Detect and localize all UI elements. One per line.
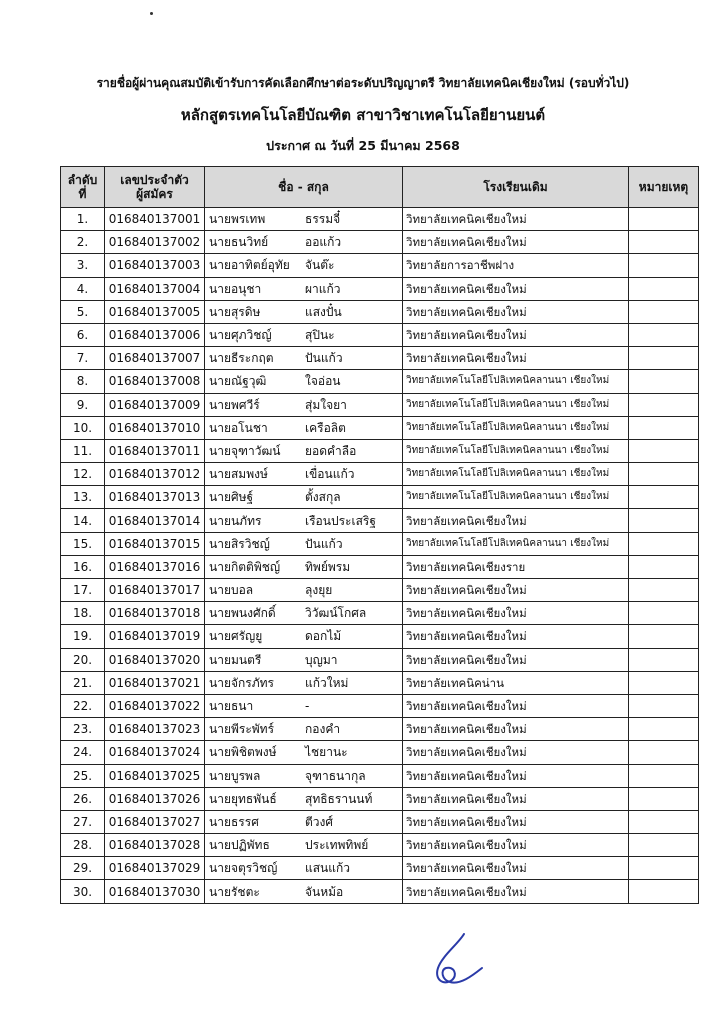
first-name: นายสุรดิษ xyxy=(209,304,261,319)
applicant-name xyxy=(205,370,403,393)
applicant-id: 016840137018 xyxy=(105,602,205,625)
last-name: ตีวงศ์ xyxy=(305,814,334,829)
first-name: นายศุภวิชญ์ xyxy=(209,328,272,343)
first-name: นายจตุรวิชญ์ xyxy=(209,861,278,876)
applicant-name xyxy=(205,347,403,370)
previous-school: วิทยาลัยเทคนิคเชียงใหม่ xyxy=(403,300,629,323)
table-row xyxy=(61,579,699,602)
col-header-school: โรงเรียนเดิม xyxy=(403,167,629,208)
last-name: ดอกไม้ xyxy=(305,629,342,644)
col-header-no xyxy=(61,167,105,208)
row-number: 11. xyxy=(61,439,105,462)
row-number: 28. xyxy=(61,834,105,857)
applicant-id: 016840137002 xyxy=(105,231,205,254)
first-name: นายอนุชา xyxy=(209,281,262,296)
handwritten-signature xyxy=(420,930,490,990)
first-name: นายธนา xyxy=(209,699,254,714)
previous-school: วิทยาลัยเทคนิคเชียงใหม่ xyxy=(403,323,629,346)
applicant-id: 016840137021 xyxy=(105,671,205,694)
remark xyxy=(629,277,699,300)
previous-school: วิทยาลัยการอาชีพฝาง xyxy=(403,254,629,277)
remark xyxy=(629,625,699,648)
previous-school: วิทยาลัยเทคโนโลยีโปลิเทคนิคลานนา เชียงใหม่ xyxy=(403,463,629,486)
last-name: ปันแก้ว xyxy=(305,536,343,551)
first-name: นายสิรวิชญ์ xyxy=(209,536,270,551)
announcement-date: ประกาศ ณ วันที่ 25 มีนาคม 2568 xyxy=(266,138,460,153)
table-row xyxy=(61,416,699,439)
row-number: 13. xyxy=(61,486,105,509)
remark xyxy=(629,532,699,555)
last-name: ทิพย์พรม xyxy=(305,559,351,574)
first-name: นายจุฑาวัฒน์ xyxy=(209,443,281,458)
table-header-row xyxy=(61,167,699,208)
applicant-name xyxy=(205,463,403,486)
announcement-title: รายชื่อผู้ผ่านคุณสมบัติเข้ารับการคัดเลือกศึกษาต่อระดับปริญญาตรี วิทยาลัยเทคนิคเชียงใหม่ (รอบทั่วไป) xyxy=(96,76,630,90)
applicant-id: 016840137016 xyxy=(105,555,205,578)
last-name: ธรรมจี๋ xyxy=(305,212,341,227)
applicant-name xyxy=(205,579,403,602)
previous-school: วิทยาลัยเทคนิคเชียงราย xyxy=(403,555,629,578)
applicant-id: 016840137013 xyxy=(105,486,205,509)
applicant-id: 016840137020 xyxy=(105,648,205,671)
row-number: 9. xyxy=(61,393,105,416)
first-name: นายจักรภัทร xyxy=(209,675,274,690)
table-row xyxy=(61,834,699,857)
row-number: 26. xyxy=(61,787,105,810)
first-name: นายบูรพล xyxy=(209,768,261,783)
applicant-id: 016840137028 xyxy=(105,834,205,857)
previous-school: วิทยาลัยเทคโนโลยีโปลิเทคนิคลานนา เชียงใหม่ xyxy=(403,486,629,509)
first-name: นายธีระกฤต xyxy=(209,351,274,366)
last-name: แสงปั๋น xyxy=(305,304,342,319)
first-name: นายศิษฐ์ xyxy=(209,490,254,505)
applicant-id: 016840137005 xyxy=(105,300,205,323)
table-row xyxy=(61,532,699,555)
row-number: 4. xyxy=(61,277,105,300)
previous-school: วิทยาลัยเทคนิคเชียงใหม่ xyxy=(403,787,629,810)
remark xyxy=(629,671,699,694)
last-name: ลุงยุย xyxy=(305,583,333,598)
applicant-name xyxy=(205,602,403,625)
remark xyxy=(629,764,699,787)
remark xyxy=(629,880,699,903)
table-row xyxy=(61,300,699,323)
first-name: นายพศวีร์ xyxy=(209,397,260,412)
applicant-name xyxy=(205,509,403,532)
previous-school: วิทยาลัยเทคโนโลยีโปลิเทคนิคลานนา เชียงใหม่ xyxy=(403,439,629,462)
applicant-table xyxy=(60,166,699,904)
first-name: นายศรัญยู xyxy=(209,629,263,644)
first-name: นายมนตรี xyxy=(209,652,262,667)
applicant-id: 016840137026 xyxy=(105,787,205,810)
first-name: นายณัฐวุฒิ xyxy=(209,374,267,389)
row-number: 19. xyxy=(61,625,105,648)
remark xyxy=(629,463,699,486)
remark xyxy=(629,787,699,810)
table-row xyxy=(61,323,699,346)
previous-school: วิทยาลัยเทคโนโลยีโปลิเทคนิคลานนา เชียงใหม่ xyxy=(403,532,629,555)
previous-school: วิทยาลัยเทคนิคเชียงใหม่ xyxy=(403,718,629,741)
remark xyxy=(629,231,699,254)
table-row xyxy=(61,602,699,625)
applicant-name xyxy=(205,532,403,555)
row-number: 16. xyxy=(61,555,105,578)
table-row xyxy=(61,555,699,578)
previous-school: วิทยาลัยเทคนิคเชียงใหม่ xyxy=(403,694,629,717)
applicant-name xyxy=(205,625,403,648)
col-header-id-line1: เลขประจำตัว xyxy=(120,173,189,187)
row-number: 15. xyxy=(61,532,105,555)
first-name: นายพีระพัทร์ xyxy=(209,722,275,737)
last-name: ประเทพทิพย์ xyxy=(305,838,369,853)
table-row xyxy=(61,463,699,486)
remark xyxy=(629,834,699,857)
remark xyxy=(629,648,699,671)
last-name: สุปินะ xyxy=(305,328,335,343)
table-row xyxy=(61,625,699,648)
row-number: 17. xyxy=(61,579,105,602)
remark xyxy=(629,370,699,393)
table-row xyxy=(61,486,699,509)
table-row xyxy=(61,787,699,810)
applicant-id: 016840137029 xyxy=(105,857,205,880)
row-number: 22. xyxy=(61,694,105,717)
applicant-name xyxy=(205,486,403,509)
first-name: นายธรรศ xyxy=(209,814,259,829)
col-header-id xyxy=(105,167,205,208)
row-number: 30. xyxy=(61,880,105,903)
applicant-name xyxy=(205,648,403,671)
table-row xyxy=(61,231,699,254)
col-header-note: หมายเหตุ xyxy=(629,167,699,208)
previous-school: วิทยาลัยเทคนิคเชียงใหม่ xyxy=(403,602,629,625)
table-row xyxy=(61,439,699,462)
previous-school: วิทยาลัยเทคนิคเชียงใหม่ xyxy=(403,277,629,300)
last-name: วิวัฒน์โกศล xyxy=(305,606,367,621)
last-name: จันหม้อ xyxy=(305,884,344,899)
remark xyxy=(629,810,699,833)
first-name: นายพิชิตพงษ์ xyxy=(209,745,277,760)
applicant-id: 016840137012 xyxy=(105,463,205,486)
scan-speck xyxy=(150,12,153,15)
previous-school: วิทยาลัยเทคโนโลยีโปลิเทคนิคลานนา เชียงใหม่ xyxy=(403,393,629,416)
table-row xyxy=(61,764,699,787)
first-name: นายกิตติพิชญ์ xyxy=(209,559,281,574)
remark xyxy=(629,254,699,277)
last-name: ไชยานะ xyxy=(305,745,348,760)
col-header-no-line2: ที่ xyxy=(78,187,87,201)
table-row xyxy=(61,671,699,694)
table-row xyxy=(61,880,699,903)
applicant-name xyxy=(205,439,403,462)
row-number: 6. xyxy=(61,323,105,346)
table-body xyxy=(61,208,699,904)
previous-school: วิทยาลัยเทคนิคเชียงใหม่ xyxy=(403,810,629,833)
last-name: บุญมา xyxy=(305,652,338,667)
applicant-id: 016840137030 xyxy=(105,880,205,903)
first-name: นายรัชตะ xyxy=(209,884,260,899)
first-name: นายบอล xyxy=(209,583,254,598)
applicant-name xyxy=(205,231,403,254)
remark xyxy=(629,694,699,717)
remark xyxy=(629,486,699,509)
applicant-name xyxy=(205,555,403,578)
first-name: นายยุทธพันธ์ xyxy=(209,791,277,806)
remark xyxy=(629,579,699,602)
applicant-name xyxy=(205,208,403,231)
table-row xyxy=(61,694,699,717)
last-name: ยอดคำลือ xyxy=(305,443,357,458)
row-number: 29. xyxy=(61,857,105,880)
applicant-name xyxy=(205,764,403,787)
previous-school: วิทยาลัยเทคนิคเชียงใหม่ xyxy=(403,857,629,880)
previous-school: วิทยาลัยเทคนิคเชียงใหม่ xyxy=(403,208,629,231)
applicant-id: 016840137004 xyxy=(105,277,205,300)
table-row xyxy=(61,741,699,764)
previous-school: วิทยาลัยเทคนิคเชียงใหม่ xyxy=(403,834,629,857)
row-number: 8. xyxy=(61,370,105,393)
applicant-id: 016840137024 xyxy=(105,741,205,764)
applicant-name xyxy=(205,694,403,717)
applicant-id: 016840137006 xyxy=(105,323,205,346)
applicant-name xyxy=(205,880,403,903)
last-name: ปันแก้ว xyxy=(305,351,343,366)
last-name: แสนแก้ว xyxy=(305,861,350,876)
applicant-id: 016840137015 xyxy=(105,532,205,555)
table-row xyxy=(61,810,699,833)
previous-school: วิทยาลัยเทคนิคเชียงใหม่ xyxy=(403,741,629,764)
row-number: 12. xyxy=(61,463,105,486)
applicant-name xyxy=(205,834,403,857)
table-row xyxy=(61,857,699,880)
last-name: ใจอ่อน xyxy=(305,374,341,389)
remark xyxy=(629,602,699,625)
previous-school: วิทยาลัยเทคนิคเชียงใหม่ xyxy=(403,347,629,370)
applicant-id: 016840137009 xyxy=(105,393,205,416)
row-number: 10. xyxy=(61,416,105,439)
applicant-name xyxy=(205,810,403,833)
first-name: นายพนงศักดิ์ xyxy=(209,606,276,621)
applicant-name xyxy=(205,671,403,694)
last-name: ตั้งสกุล xyxy=(305,490,341,505)
table-row xyxy=(61,347,699,370)
last-name: เครือลิต xyxy=(305,420,346,435)
applicant-id: 016840137019 xyxy=(105,625,205,648)
applicant-name xyxy=(205,718,403,741)
remark xyxy=(629,741,699,764)
first-name: นายพรเทพ xyxy=(209,212,266,227)
row-number: 7. xyxy=(61,347,105,370)
col-header-id-line2: ผู้สมัคร xyxy=(136,187,173,201)
first-name: นายอโนชา xyxy=(209,420,268,435)
row-number: 20. xyxy=(61,648,105,671)
row-number: 25. xyxy=(61,764,105,787)
col-header-no-line1: ลำดับ xyxy=(67,173,98,187)
last-name: สุทธิธรานนท์ xyxy=(305,791,373,806)
previous-school: วิทยาลัยเทคโนโลยีโปลิเทคนิคลานนา เชียงใหม่ xyxy=(403,370,629,393)
applicant-id: 016840137025 xyxy=(105,764,205,787)
row-number: 3. xyxy=(61,254,105,277)
remark xyxy=(629,416,699,439)
last-name: แก้วใหม่ xyxy=(305,675,349,690)
previous-school: วิทยาลัยเทคนิคเชียงใหม่ xyxy=(403,579,629,602)
remark xyxy=(629,393,699,416)
applicant-name xyxy=(205,300,403,323)
remark xyxy=(629,323,699,346)
last-name: จันต๊ะ xyxy=(305,258,335,273)
applicant-name xyxy=(205,254,403,277)
remark xyxy=(629,718,699,741)
remark xyxy=(629,347,699,370)
previous-school: วิทยาลัยเทคนิคเชียงใหม่ xyxy=(403,880,629,903)
row-number: 2. xyxy=(61,231,105,254)
last-name: จุฑาธนากุล xyxy=(305,768,366,783)
table-row xyxy=(61,648,699,671)
applicant-name xyxy=(205,741,403,764)
applicant-id: 016840137008 xyxy=(105,370,205,393)
previous-school: วิทยาลัยเทคนิคเชียงใหม่ xyxy=(403,231,629,254)
applicant-id: 016840137010 xyxy=(105,416,205,439)
previous-school: วิทยาลัยเทคนิคน่าน xyxy=(403,671,629,694)
applicant-name xyxy=(205,323,403,346)
remark xyxy=(629,857,699,880)
previous-school: วิทยาลัยเทคนิคเชียงใหม่ xyxy=(403,764,629,787)
last-name: - xyxy=(305,699,310,714)
row-number: 18. xyxy=(61,602,105,625)
col-header-name: ชื่อ - สกุล xyxy=(205,167,403,208)
table-row xyxy=(61,509,699,532)
previous-school: วิทยาลัยเทคนิคเชียงใหม่ xyxy=(403,625,629,648)
applicant-name xyxy=(205,857,403,880)
applicant-id: 016840137014 xyxy=(105,509,205,532)
row-number: 27. xyxy=(61,810,105,833)
row-number: 21. xyxy=(61,671,105,694)
previous-school: วิทยาลัยเทคนิคเชียงใหม่ xyxy=(403,509,629,532)
last-name: เขื่อนแก้ว xyxy=(305,467,355,482)
applicant-name xyxy=(205,393,403,416)
table-row xyxy=(61,254,699,277)
table-row xyxy=(61,718,699,741)
table-row xyxy=(61,277,699,300)
program-title: หลักสูตรเทคโนโลยีบัณฑิต สาขาวิชาเทคโนโลยียานยนต์ xyxy=(180,106,546,124)
last-name: ผาแก้ว xyxy=(305,281,341,296)
applicant-name xyxy=(205,277,403,300)
applicant-id: 016840137017 xyxy=(105,579,205,602)
row-number: 24. xyxy=(61,741,105,764)
applicant-id: 016840137011 xyxy=(105,439,205,462)
remark xyxy=(629,555,699,578)
remark xyxy=(629,208,699,231)
applicant-id: 016840137027 xyxy=(105,810,205,833)
applicant-id: 016840137023 xyxy=(105,718,205,741)
remark xyxy=(629,439,699,462)
applicant-id: 016840137003 xyxy=(105,254,205,277)
previous-school: วิทยาลัยเทคโนโลยีโปลิเทคนิคลานนา เชียงใหม่ xyxy=(403,416,629,439)
first-name: นายธนวิทย์ xyxy=(209,235,269,250)
table-row xyxy=(61,208,699,231)
applicant-id: 016840137022 xyxy=(105,694,205,717)
remark xyxy=(629,300,699,323)
table-row xyxy=(61,393,699,416)
applicant-name xyxy=(205,787,403,810)
row-number: 14. xyxy=(61,509,105,532)
last-name: เรือนประเสริฐ xyxy=(305,513,376,528)
last-name: สุ่มใจยา xyxy=(305,397,347,412)
applicant-name xyxy=(205,416,403,439)
first-name: นายนภัทร xyxy=(209,513,262,528)
applicant-id: 016840137007 xyxy=(105,347,205,370)
row-number: 5. xyxy=(61,300,105,323)
row-number: 23. xyxy=(61,718,105,741)
last-name: ออแก้ว xyxy=(305,235,342,250)
previous-school: วิทยาลัยเทคนิคเชียงใหม่ xyxy=(403,648,629,671)
row-number: 1. xyxy=(61,208,105,231)
table-row xyxy=(61,370,699,393)
remark xyxy=(629,509,699,532)
first-name: นายสมพงษ์ xyxy=(209,467,268,482)
first-name: นายอาทิตย์อุทัย xyxy=(209,258,290,273)
applicant-id: 016840137001 xyxy=(105,208,205,231)
last-name: กองคำ xyxy=(305,722,341,737)
first-name: นายปฏิพัทธ xyxy=(209,838,270,853)
